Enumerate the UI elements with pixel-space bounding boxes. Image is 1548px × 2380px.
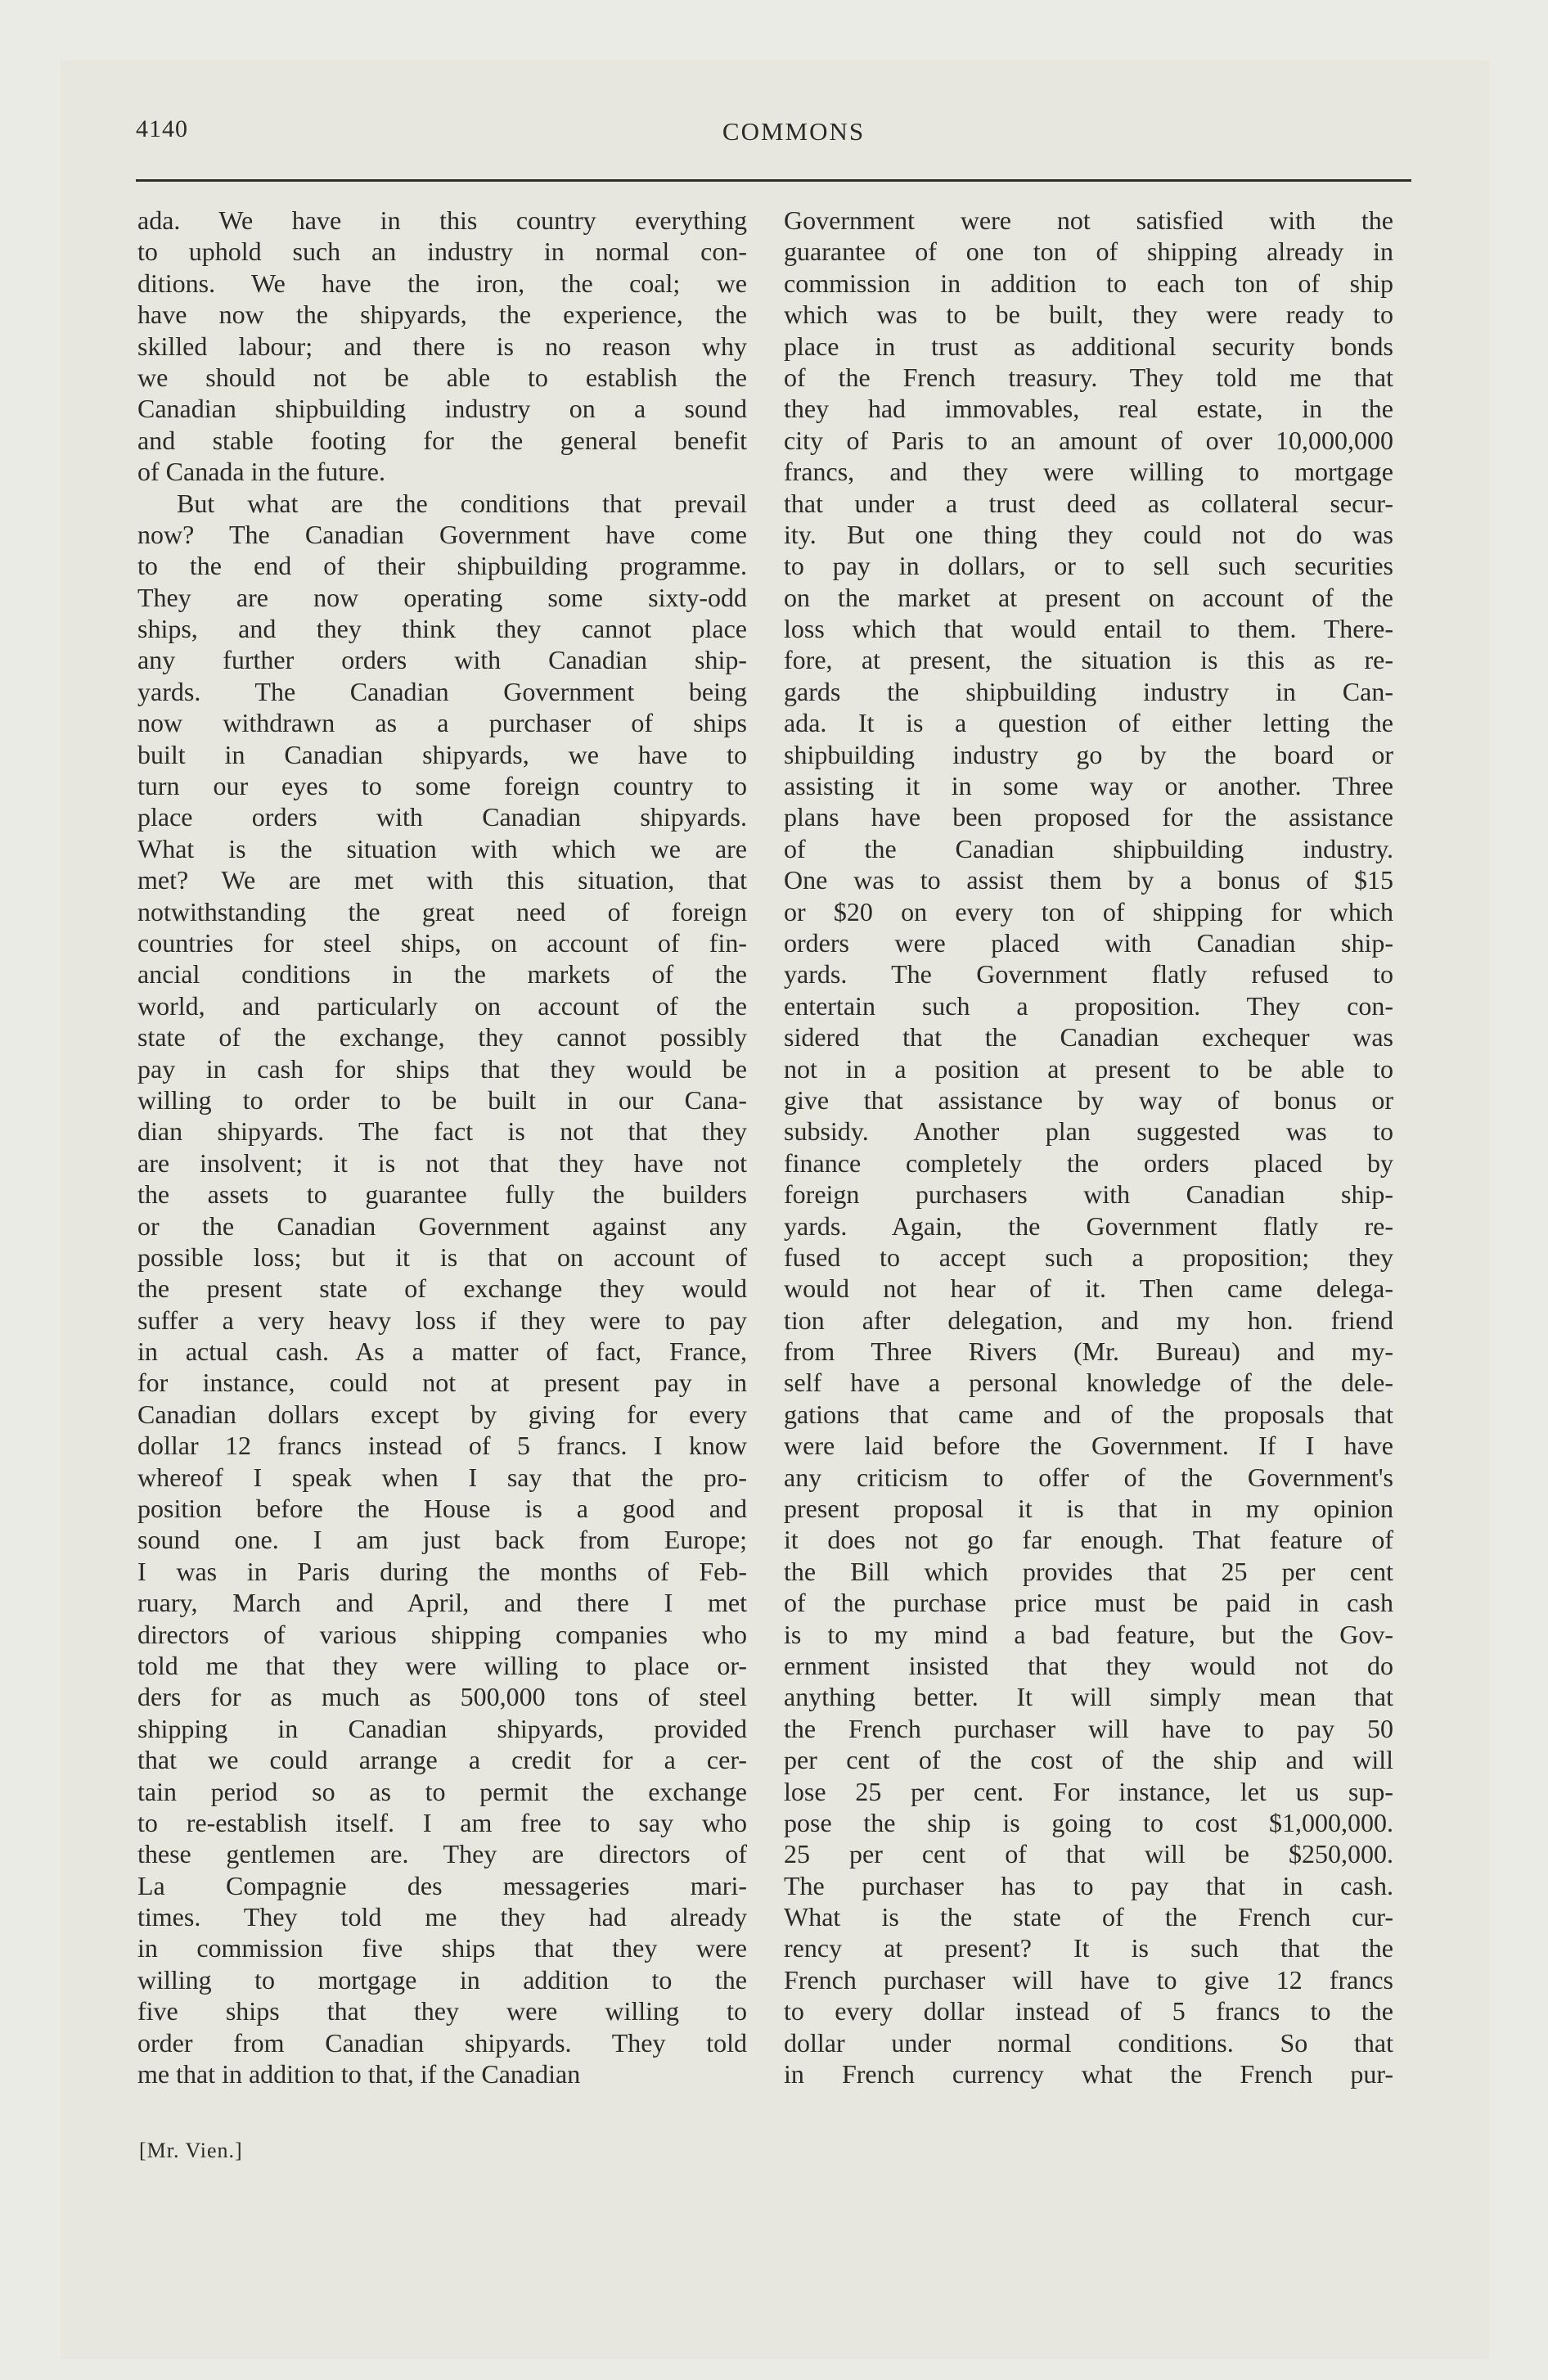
right-column-line: lose 25 per cent. For instance, let us sup- xyxy=(784,1776,1393,1806)
left-column-line: La Compagnie des messageries mari- xyxy=(137,1870,747,1900)
right-column-line: ada. It is a question of either letting the xyxy=(784,708,1393,738)
right-column-line: of the French treasury. They told me that xyxy=(784,362,1393,392)
right-column-line: to every dollar instead of 5 francs to the xyxy=(784,1996,1393,2026)
right-column-line: shipbuilding industry go by the board or xyxy=(784,739,1393,769)
left-column-line: to the end of their shipbuilding programme. xyxy=(137,551,747,581)
right-column-line: in French currency what the French pur- xyxy=(784,2059,1393,2089)
right-column-line: per cent of the cost of the ship and will xyxy=(784,1745,1393,1775)
left-column-line: to re-establish itself. I am free to say who xyxy=(137,1807,747,1837)
right-text-column xyxy=(784,205,1393,2089)
left-column-line: built in Canadian shipyards, we have to xyxy=(137,739,747,769)
right-column-line: One was to assist them by a bonus of $15 xyxy=(784,865,1393,895)
left-column-line: ships, and they think they cannot place xyxy=(137,614,747,644)
left-column-line: countries for steel ships, on account of fin- xyxy=(137,927,747,958)
left-column-line: have now the shipyards, the experience, the xyxy=(137,300,747,330)
right-column-line: of the Canadian shipbuilding industry. xyxy=(784,833,1393,863)
left-column-line: directors of various shipping companies who xyxy=(137,1619,747,1649)
header-rule xyxy=(136,179,1411,182)
right-column-line: sidered that the Canadian exchequer was xyxy=(784,1022,1393,1053)
right-column-line: finance completely the orders placed by xyxy=(784,1147,1393,1178)
left-column-line: that we could arrange a credit for a cer- xyxy=(137,1745,747,1775)
right-column-line: place in trust as additional security bonds xyxy=(784,331,1393,361)
right-column-line: fused to accept such a proposition; they xyxy=(784,1242,1393,1272)
left-column-line: we should not be able to establish the xyxy=(137,362,747,392)
left-column-line: notwithstanding the great need of foreign xyxy=(137,896,747,926)
left-column-line: pay in cash for ships that they would be xyxy=(137,1053,747,1084)
left-column-line: ada. We have in this country everything xyxy=(137,205,747,235)
left-column-line: or the Canadian Government against any xyxy=(137,1210,747,1241)
left-column-line: times. They told me they had already xyxy=(137,1902,747,1932)
right-column-line: present proposal it is that in my opinion xyxy=(784,1494,1393,1524)
left-column-line: for instance, could not at present pay in xyxy=(137,1368,747,1398)
right-column-line: the French purchaser will have to pay 50 xyxy=(784,1713,1393,1743)
left-column-line: turn our eyes to some foreign country to xyxy=(137,771,747,801)
left-column-line: in actual cash. As a matter of fact, France, xyxy=(137,1336,747,1367)
page-number: 4140 xyxy=(136,115,188,142)
left-column-line: now withdrawn as a purchaser of ships xyxy=(137,708,747,738)
left-column-line: me that in addition to that, if the Canadian xyxy=(137,2059,581,2089)
left-column-line: told me that they were willing to place or- xyxy=(137,1650,747,1680)
left-column-line: Canadian shipbuilding industry on a sound xyxy=(137,394,747,424)
right-column-line: yards. Again, the Government flatly re- xyxy=(784,1210,1393,1241)
right-column-line: guarantee of one ton of shipping already in xyxy=(784,237,1393,267)
right-column-line: of the purchase price must be paid in cash xyxy=(784,1588,1393,1618)
left-column-line: the present state of exchange they would xyxy=(137,1273,747,1304)
left-column-line: order from Canadian shipyards. They told xyxy=(137,2027,747,2058)
right-column-line: tion after delegation, and my hon. friend xyxy=(784,1305,1393,1335)
left-column-line: whereof I speak when I say that the pro- xyxy=(137,1462,747,1492)
right-column-line: on the market at present on account of the xyxy=(784,582,1393,612)
left-column-line: What is the situation with which we are xyxy=(137,833,747,863)
right-column-line: from Three Rivers (Mr. Bureau) and my- xyxy=(784,1336,1393,1367)
left-column-line: yards. The Canadian Government being xyxy=(137,676,747,706)
left-column-line: suffer a very heavy loss if they were to pay xyxy=(137,1305,747,1335)
right-column-line: ernment insisted that they would not do xyxy=(784,1650,1393,1680)
right-column-line: plans have been proposed for the assistance xyxy=(784,802,1393,832)
left-column-line: dollar 12 francs instead of 5 francs. I know xyxy=(137,1431,747,1461)
right-column-line: they had immovables, real estate, in the xyxy=(784,394,1393,424)
left-column-line: now? The Canadian Government have come xyxy=(137,519,747,549)
left-column-line: shipping in Canadian shipyards, provided xyxy=(137,1713,747,1743)
right-column-line: pose the ship is going to cost $1,000,000. xyxy=(784,1807,1393,1837)
right-column-line: commission in addition to each ton of ship xyxy=(784,268,1393,298)
left-column-line: willing to mortgage in addition to the xyxy=(137,1964,747,1995)
left-column-line: possible loss; but it is that on account of xyxy=(137,1242,747,1272)
right-column-line: any criticism to offer of the Government's xyxy=(784,1462,1393,1492)
left-column-line: are insolvent; it is not that they have not xyxy=(137,1147,747,1178)
left-column-line: and stable footing for the general benefit xyxy=(137,425,747,455)
right-column-line: city of Paris to an amount of over 10,000,000 xyxy=(784,425,1393,455)
left-column-line: these gentlemen are. They are directors of xyxy=(137,1839,747,1869)
left-column-line: met? We are met with this situation, that xyxy=(137,865,747,895)
right-column-line: is to my mind a bad feature, but the Gov- xyxy=(784,1619,1393,1649)
left-column-line: willing to order to be built in our Cana- xyxy=(137,1084,747,1115)
right-column-line: entertain such a proposition. They con- xyxy=(784,990,1393,1021)
right-column-line: the Bill which provides that 25 per cent xyxy=(784,1556,1393,1586)
right-column-line: that under a trust deed as collateral secur- xyxy=(784,488,1393,518)
left-column-line: in commission five ships that they were xyxy=(137,1933,747,1963)
left-column-line: to uphold such an industry in normal con- xyxy=(137,237,747,267)
right-column-line: anything better. It will simply mean that xyxy=(784,1682,1393,1712)
left-column-line: ditions. We have the iron, the coal; we xyxy=(137,268,747,298)
right-column-line: loss which that would entail to them. There- xyxy=(784,614,1393,644)
right-column-line: which was to be built, they were ready to xyxy=(784,300,1393,330)
left-text-column xyxy=(137,205,747,2089)
left-column-line: They are now operating some sixty-odd xyxy=(137,582,747,612)
right-column-line: would not hear of it. Then came delega- xyxy=(784,1273,1393,1304)
right-column-line: assisting it in some way or another. Three xyxy=(784,771,1393,801)
left-column-line: position before the House is a good and xyxy=(137,1494,747,1524)
right-column-line: not in a position at present to be able to xyxy=(784,1053,1393,1084)
left-column-line: world, and particularly on account of the xyxy=(137,990,747,1021)
right-column-line: it does not go far enough. That feature of xyxy=(784,1525,1393,1555)
right-column-line: foreign purchasers with Canadian ship- xyxy=(784,1179,1393,1210)
right-column-line: 25 per cent of that will be $250,000. xyxy=(784,1839,1393,1869)
right-column-line: to pay in dollars, or to sell such securities xyxy=(784,551,1393,581)
right-column-line: were laid before the Government. If I have xyxy=(784,1431,1393,1461)
left-column-line: ders for as much as 500,000 tons of steel xyxy=(137,1682,747,1712)
left-column-line: place orders with Canadian shipyards. xyxy=(137,802,747,832)
right-column-line: or $20 on every ton of shipping for which xyxy=(784,896,1393,926)
right-column-line: Government were not satisfied with the xyxy=(784,205,1393,235)
left-column-line: ruary, March and April, and there I met xyxy=(137,1588,747,1618)
right-column-line: What is the state of the French cur- xyxy=(784,1902,1393,1932)
right-column-line: yards. The Government flatly refused to xyxy=(784,959,1393,989)
left-column-line: the assets to guarantee fully the builders xyxy=(137,1179,747,1210)
left-column-line: tain period so as to permit the exchange xyxy=(137,1776,747,1806)
right-column-line: orders were placed with Canadian ship- xyxy=(784,927,1393,958)
left-column-line: of Canada in the future. xyxy=(137,457,385,487)
right-column-line: francs, and they were willing to mortgage xyxy=(784,457,1393,487)
right-column-line: give that assistance by way of bonus or xyxy=(784,1084,1393,1115)
left-column-line: ancial conditions in the markets of the xyxy=(137,959,747,989)
running-head: COMMONS xyxy=(722,117,866,146)
left-column-line: Canadian dollars except by giving for every xyxy=(137,1399,747,1429)
left-column-line: five ships that they were willing to xyxy=(137,1996,747,2026)
left-column-line: But what are the conditions that prevail xyxy=(177,488,747,518)
right-column-line: subsidy. Another plan suggested was to xyxy=(784,1116,1393,1147)
left-column-line: dian shipyards. The fact is not that they xyxy=(137,1116,747,1147)
right-column-line: ity. But one thing they could not do was xyxy=(784,519,1393,549)
right-column-line: gations that came and of the proposals that xyxy=(784,1399,1393,1429)
right-column-line: French purchaser will have to give 12 francs xyxy=(784,1964,1393,1995)
left-column-line: any further orders with Canadian ship- xyxy=(137,645,747,675)
speaker-attribution: [Mr. Vien.] xyxy=(139,2139,243,2162)
left-column-line: I was in Paris during the months of Feb- xyxy=(137,1556,747,1586)
right-column-line: gards the shipbuilding industry in Can- xyxy=(784,676,1393,706)
left-column-line: state of the exchange, they cannot possibly xyxy=(137,1022,747,1053)
right-column-line: self have a personal knowledge of the dele- xyxy=(784,1368,1393,1398)
right-column-line: fore, at present, the situation is this as re- xyxy=(784,645,1393,675)
right-column-line: dollar under normal conditions. So that xyxy=(784,2027,1393,2058)
right-column-line: The purchaser has to pay that in cash. xyxy=(784,1870,1393,1900)
left-column-line: skilled labour; and there is no reason why xyxy=(137,331,747,361)
right-column-line: rency at present? It is such that the xyxy=(784,1933,1393,1963)
left-column-line: sound one. I am just back from Europe; xyxy=(137,1525,747,1555)
